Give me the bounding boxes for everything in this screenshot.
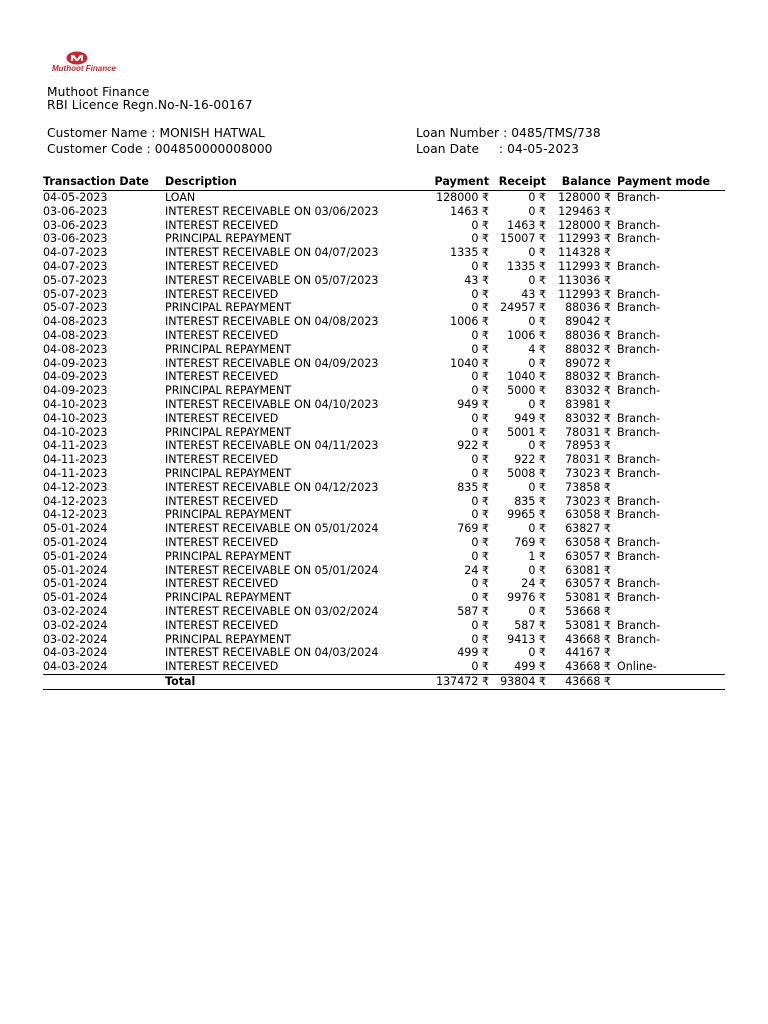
cell-payment: 835 ₹ xyxy=(457,480,489,494)
cell-payment-mode: Branch- xyxy=(617,549,661,563)
cell-payment: 24 ₹ xyxy=(464,563,489,577)
cell-balance: 63058 ₹ xyxy=(565,535,611,549)
cell-balance: 63827 ₹ xyxy=(565,522,611,536)
cell-description: INTEREST RECEIVED xyxy=(165,259,279,273)
cell-balance: 73858 ₹ xyxy=(565,480,611,494)
cell-description: INTEREST RECEIVABLE ON 05/01/2024 xyxy=(165,522,379,536)
cell-balance: 112993 ₹ xyxy=(558,287,611,301)
table-row xyxy=(43,495,725,509)
cell-balance: 73023 ₹ xyxy=(565,494,611,508)
cell-description: INTEREST RECEIVED xyxy=(165,660,405,674)
customer-code: Customer Code : 004850000008000 xyxy=(47,142,273,156)
cell-description: PRINCIPAL REPAYMENT xyxy=(165,232,292,246)
cell-date: 05-07-2023 xyxy=(43,273,108,287)
cell-payment: 0 ₹ xyxy=(471,259,489,273)
cell-balance: 89042 ₹ xyxy=(565,315,611,329)
cell-date: 04-07-2023 xyxy=(43,259,108,273)
cell-payment-mode: Branch- xyxy=(617,232,661,246)
header-payment: Payment xyxy=(405,175,489,191)
header-description: Description xyxy=(165,175,405,191)
cell-receipt: 5008 ₹ xyxy=(507,466,546,480)
cell-date: 03-06-2023 xyxy=(43,204,108,218)
cell-balance: 113036 ₹ xyxy=(558,273,611,287)
table-row xyxy=(43,508,725,522)
table-row xyxy=(43,453,725,467)
cell-description: INTEREST RECEIVED xyxy=(165,535,279,549)
cell-balance: 43668 ₹ xyxy=(565,632,611,646)
cell-receipt: 4 ₹ xyxy=(528,342,546,356)
cell-balance: 89072 ₹ xyxy=(565,356,611,370)
table-row xyxy=(43,329,725,343)
cell-date: 05-01-2024 xyxy=(43,591,108,605)
cell-receipt: 0 ₹ xyxy=(528,563,546,577)
cell-payment-mode: Branch- xyxy=(617,287,661,301)
loan-date: Loan Date : 04-05-2023 xyxy=(416,142,580,156)
cell-payment: 0 ₹ xyxy=(471,425,489,439)
table-total-row xyxy=(43,674,725,689)
cell-payment: 0 ₹ xyxy=(471,342,489,356)
cell-receipt: 835 ₹ xyxy=(514,494,546,508)
cell-receipt: 43 ₹ xyxy=(521,287,546,301)
cell-receipt: 1040 ₹ xyxy=(507,370,546,384)
header-balance: Balance xyxy=(546,175,611,191)
cell-payment: 0 ₹ xyxy=(471,453,489,467)
cell-balance: 114328 ₹ xyxy=(558,246,611,260)
cell-payment: 0 ₹ xyxy=(471,301,489,315)
cell-receipt: 0 ₹ xyxy=(528,522,546,536)
table-row xyxy=(43,274,725,288)
cell-description: LOAN xyxy=(165,191,196,204)
cell-receipt: 9965 ₹ xyxy=(507,508,546,522)
cell-description: PRINCIPAL REPAYMENT xyxy=(165,549,292,563)
cell-date: 03-06-2023 xyxy=(43,232,108,246)
cell-balance: 88036 ₹ xyxy=(565,328,611,342)
cell-description: INTEREST RECEIVED xyxy=(165,328,279,342)
cell-payment: 0 ₹ xyxy=(471,577,489,591)
logo-text: Muthoot Finance xyxy=(52,64,116,73)
cell-payment: 0 ₹ xyxy=(471,591,489,605)
cell-receipt: 949 ₹ xyxy=(514,411,546,425)
cell-payment: 128000 ₹ xyxy=(436,191,489,204)
cell-receipt: 5001 ₹ xyxy=(507,425,546,439)
cell-payment: 0 ₹ xyxy=(471,618,489,632)
cell-date: 04-03-2024 xyxy=(43,660,165,674)
cell-balance: 83032 ₹ xyxy=(565,384,611,398)
cell-receipt: 1335 ₹ xyxy=(507,259,546,273)
table-row xyxy=(43,357,725,371)
cell-payment-mode: Branch- xyxy=(617,425,661,439)
cell-date: 04-12-2023 xyxy=(43,494,108,508)
cell-date: 03-06-2023 xyxy=(43,218,108,232)
cell-description: INTEREST RECEIVED xyxy=(165,218,279,232)
cell-receipt: 0 ₹ xyxy=(528,356,546,370)
table-row xyxy=(43,398,725,412)
cell-balance: 128000 ₹ xyxy=(558,218,611,232)
table-row xyxy=(43,619,725,633)
cell-payment: 43 ₹ xyxy=(464,273,489,287)
cell-balance: 88036 ₹ xyxy=(565,301,611,315)
table-row xyxy=(43,246,725,260)
cell-payment-mode: Branch- xyxy=(617,218,661,232)
cell-balance: 112993 ₹ xyxy=(558,259,611,273)
cell-description: PRINCIPAL REPAYMENT xyxy=(165,466,292,480)
cell-balance: 63057 ₹ xyxy=(565,549,611,563)
cell-balance: 53081 ₹ xyxy=(565,618,611,632)
cell-payment-mode xyxy=(611,398,725,412)
cell-date: 04-12-2023 xyxy=(43,480,108,494)
cell-payment-mode: Branch- xyxy=(617,328,661,342)
customer-name: Customer Name : MONISH HATWAL xyxy=(47,126,265,140)
cell-balance: 73023 ₹ xyxy=(565,466,611,480)
header-payment-mode: Payment mode xyxy=(611,175,725,191)
cell-balance: 88032 ₹ xyxy=(565,342,611,356)
cell-date: 04-11-2023 xyxy=(43,453,108,467)
cell-date: 04-12-2023 xyxy=(43,508,108,522)
table-row xyxy=(43,550,725,564)
cell-payment: 0 ₹ xyxy=(471,328,489,342)
cell-date: 03-02-2024 xyxy=(43,604,108,618)
cell-payment: 0 ₹ xyxy=(471,384,489,398)
cell-description: INTEREST RECEIVABLE ON 04/07/2023 xyxy=(165,246,379,260)
cell-payment-mode xyxy=(611,439,725,453)
cell-description: PRINCIPAL REPAYMENT xyxy=(165,384,292,398)
cell-receipt: 0 ₹ xyxy=(528,273,546,287)
cell-description: INTEREST RECEIVABLE ON 04/09/2023 xyxy=(165,356,379,370)
cell-description: INTEREST RECEIVABLE ON 03/06/2023 xyxy=(165,204,379,218)
table-row xyxy=(43,564,725,578)
cell-payment: 0 ₹ xyxy=(471,494,489,508)
cell-payment: 922 ₹ xyxy=(457,439,489,453)
cell-payment: 1006 ₹ xyxy=(450,315,489,329)
cell-balance: 53081 ₹ xyxy=(565,591,611,605)
cell-date: 05-01-2024 xyxy=(43,549,108,563)
cell-date: 04-10-2023 xyxy=(43,397,108,411)
cell-payment: 0 ₹ xyxy=(471,508,489,522)
cell-payment-mode xyxy=(611,564,725,578)
cell-payment: 587 ₹ xyxy=(457,604,489,618)
cell-payment-mode: Branch- xyxy=(617,618,661,632)
cell-balance: 129463 ₹ xyxy=(558,204,611,218)
cell-payment-mode: Branch- xyxy=(617,494,661,508)
cell-payment: 0 ₹ xyxy=(471,535,489,549)
cell-payment-mode: Branch- xyxy=(617,508,661,522)
cell-receipt: 0 ₹ xyxy=(528,246,546,260)
cell-date: 05-01-2024 xyxy=(43,522,108,536)
cell-payment: 1040 ₹ xyxy=(450,356,489,370)
cell-date: 03-02-2024 xyxy=(43,618,108,632)
cell-receipt: 499 ₹ xyxy=(489,660,546,674)
table-row xyxy=(43,591,725,605)
cell-payment: 1335 ₹ xyxy=(450,246,489,260)
header-transaction-date: Transaction Date xyxy=(43,175,165,191)
cell-date: 05-07-2023 xyxy=(43,301,108,315)
cell-payment-mode xyxy=(611,481,725,495)
cell-payment-mode xyxy=(611,646,725,660)
table-row xyxy=(43,205,725,219)
table-row xyxy=(43,536,725,550)
cell-balance: 44167 ₹ xyxy=(565,646,611,660)
table-row xyxy=(43,412,725,426)
cell-description: PRINCIPAL REPAYMENT xyxy=(165,425,292,439)
total-payment: 137472 ₹ xyxy=(405,674,489,689)
cell-receipt: 15007 ₹ xyxy=(500,232,546,246)
cell-payment-mode: Online- xyxy=(611,660,725,674)
cell-payment-mode xyxy=(611,357,725,371)
cell-date: 04-03-2024 xyxy=(43,646,108,660)
cell-payment: 1463 ₹ xyxy=(450,204,489,218)
cell-payment-mode xyxy=(611,315,725,329)
cell-description: INTEREST RECEIVED xyxy=(165,494,279,508)
cell-receipt: 0 ₹ xyxy=(528,646,546,660)
cell-date: 03-02-2024 xyxy=(43,632,108,646)
cell-receipt: 1006 ₹ xyxy=(507,328,546,342)
cell-payment-mode: Branch- xyxy=(617,535,661,549)
cell-receipt: 0 ₹ xyxy=(528,204,546,218)
cell-description: PRINCIPAL REPAYMENT xyxy=(165,591,292,605)
total-balance: 43668 ₹ xyxy=(546,674,611,689)
table-row xyxy=(43,301,725,315)
cell-date: 05-07-2023 xyxy=(43,287,108,301)
cell-description: INTEREST RECEIVABLE ON 05/01/2024 xyxy=(165,563,379,577)
cell-payment-mode xyxy=(611,205,725,219)
table-row xyxy=(43,439,725,453)
cell-receipt: 1 ₹ xyxy=(528,549,546,563)
cell-date: 05-01-2024 xyxy=(43,535,108,549)
table-row xyxy=(43,288,725,302)
table-row xyxy=(43,315,725,329)
cell-date: 04-11-2023 xyxy=(43,466,108,480)
cell-description: INTEREST RECEIVABLE ON 05/07/2023 xyxy=(165,273,379,287)
cell-description: INTEREST RECEIVED xyxy=(165,618,279,632)
cell-payment-mode: Branch- xyxy=(617,342,661,356)
cell-description: INTEREST RECEIVABLE ON 03/02/2024 xyxy=(165,604,379,618)
company-logo xyxy=(52,51,122,73)
transaction-table xyxy=(43,175,725,690)
table-row xyxy=(43,605,725,619)
cell-payment-mode: Branch- xyxy=(617,591,661,605)
cell-payment-mode xyxy=(611,522,725,536)
table-row xyxy=(43,522,725,536)
cell-balance: 78953 ₹ xyxy=(565,439,611,453)
table-row xyxy=(43,481,725,495)
cell-payment: 0 ₹ xyxy=(471,232,489,246)
cell-payment-mode: Branch- xyxy=(617,370,661,384)
cell-payment: 0 ₹ xyxy=(471,287,489,301)
cell-balance: 83981 ₹ xyxy=(565,397,611,411)
cell-description: INTEREST RECEIVABLE ON 04/11/2023 xyxy=(165,439,379,453)
cell-balance: 43668 ₹ xyxy=(546,660,611,674)
table-row xyxy=(43,646,725,660)
cell-payment: 499 ₹ xyxy=(457,646,489,660)
total-label: Total xyxy=(165,674,405,689)
cell-date: 04-09-2023 xyxy=(43,370,108,384)
header-receipt: Receipt xyxy=(489,175,546,191)
table-row xyxy=(43,232,725,246)
table-row xyxy=(43,384,725,398)
cell-description: INTEREST RECEIVED xyxy=(165,453,279,467)
total-mode-empty xyxy=(611,674,725,689)
cell-date: 04-07-2023 xyxy=(43,246,108,260)
cell-description: INTEREST RECEIVABLE ON 04/03/2024 xyxy=(165,646,379,660)
cell-payment: 0 ₹ xyxy=(471,632,489,646)
cell-payment: 0 ₹ xyxy=(471,466,489,480)
cell-receipt: 5000 ₹ xyxy=(507,384,546,398)
cell-payment-mode xyxy=(611,605,725,619)
cell-receipt: 0 ₹ xyxy=(528,480,546,494)
cell-description: PRINCIPAL REPAYMENT xyxy=(165,508,292,522)
cell-description: INTEREST RECEIVED xyxy=(165,287,279,301)
cell-receipt: 1463 ₹ xyxy=(507,218,546,232)
cell-receipt: 0 ₹ xyxy=(528,439,546,453)
table-row xyxy=(43,633,725,647)
cell-receipt: 0 ₹ xyxy=(528,397,546,411)
cell-description: PRINCIPAL REPAYMENT xyxy=(165,342,292,356)
table-header-row xyxy=(43,175,725,191)
cell-receipt: 24 ₹ xyxy=(521,577,546,591)
cell-receipt: 922 ₹ xyxy=(514,453,546,467)
cell-date: 04-05-2023 xyxy=(43,191,108,204)
cell-description: INTEREST RECEIVED xyxy=(165,577,279,591)
table-row xyxy=(43,191,725,205)
cell-payment-mode: Branch- xyxy=(617,453,661,467)
cell-receipt: 9413 ₹ xyxy=(507,632,546,646)
cell-payment-mode: Branch- xyxy=(617,466,661,480)
cell-payment-mode: Branch- xyxy=(617,411,661,425)
table-row xyxy=(43,660,725,674)
total-empty-cell xyxy=(43,674,165,689)
cell-balance: 63058 ₹ xyxy=(565,508,611,522)
table-row xyxy=(43,426,725,440)
cell-payment-mode: Branch- xyxy=(617,259,661,273)
cell-receipt: 0 ₹ xyxy=(528,315,546,329)
company-name: Muthoot Finance xyxy=(47,85,150,99)
cell-receipt: 0 ₹ xyxy=(528,604,546,618)
table-row xyxy=(43,370,725,384)
cell-payment: 0 ₹ xyxy=(471,549,489,563)
cell-date: 04-08-2023 xyxy=(43,342,108,356)
cell-description: PRINCIPAL REPAYMENT xyxy=(165,301,292,315)
cell-payment-mode: Branch- xyxy=(617,191,661,204)
cell-payment-mode: Branch- xyxy=(617,577,661,591)
cell-balance: 53668 ₹ xyxy=(565,604,611,618)
table-body xyxy=(43,191,725,690)
cell-date: 04-09-2023 xyxy=(43,384,108,398)
cell-payment-mode xyxy=(611,246,725,260)
cell-payment: 0 ₹ xyxy=(471,370,489,384)
cell-balance: 78031 ₹ xyxy=(565,425,611,439)
cell-description: PRINCIPAL REPAYMENT xyxy=(165,632,292,646)
cell-balance: 83032 ₹ xyxy=(565,411,611,425)
cell-receipt: 0 ₹ xyxy=(528,191,546,204)
rbi-licence: RBI Licence Regn.No-N-16-00167 xyxy=(47,98,253,112)
cell-date: 04-11-2023 xyxy=(43,439,108,453)
cell-date: 04-09-2023 xyxy=(43,356,108,370)
cell-date: 05-01-2024 xyxy=(43,577,108,591)
cell-receipt: 24957 ₹ xyxy=(500,301,546,315)
cell-balance: 128000 ₹ xyxy=(558,191,611,204)
cell-payment-mode: Branch- xyxy=(617,632,661,646)
cell-balance: 63057 ₹ xyxy=(565,577,611,591)
cell-description: INTEREST RECEIVED xyxy=(165,370,279,384)
cell-balance: 88032 ₹ xyxy=(565,370,611,384)
cell-balance: 78031 ₹ xyxy=(565,453,611,467)
cell-date: 04-10-2023 xyxy=(43,411,108,425)
loan-number: Loan Number : 0485/TMS/738 xyxy=(416,126,601,140)
cell-receipt: 587 ₹ xyxy=(514,618,546,632)
cell-payment: 0 ₹ xyxy=(471,218,489,232)
muthoot-logo-icon xyxy=(66,51,88,65)
cell-description: INTEREST RECEIVED xyxy=(165,411,279,425)
total-receipt: 93804 ₹ xyxy=(489,674,546,689)
cell-date: 04-10-2023 xyxy=(43,425,108,439)
cell-receipt: 9976 ₹ xyxy=(507,591,546,605)
table-row xyxy=(43,219,725,233)
cell-description: INTEREST RECEIVABLE ON 04/08/2023 xyxy=(165,315,379,329)
cell-balance: 63081 ₹ xyxy=(565,563,611,577)
table-row xyxy=(43,577,725,591)
cell-payment: 0 ₹ xyxy=(471,411,489,425)
cell-balance: 112993 ₹ xyxy=(558,232,611,246)
cell-payment: 949 ₹ xyxy=(457,397,489,411)
cell-date: 05-01-2024 xyxy=(43,563,108,577)
cell-payment: 0 ₹ xyxy=(405,660,489,674)
table-row xyxy=(43,260,725,274)
cell-description: INTEREST RECEIVABLE ON 04/12/2023 xyxy=(165,480,379,494)
table-row xyxy=(43,467,725,481)
cell-payment-mode: Branch- xyxy=(617,384,661,398)
table-row xyxy=(43,343,725,357)
cell-payment: 769 ₹ xyxy=(457,522,489,536)
cell-payment-mode xyxy=(611,274,725,288)
cell-description: INTEREST RECEIVABLE ON 04/10/2023 xyxy=(165,397,379,411)
cell-receipt: 769 ₹ xyxy=(514,535,546,549)
cell-date: 04-08-2023 xyxy=(43,328,108,342)
cell-payment-mode: Branch- xyxy=(617,301,661,315)
cell-date: 04-08-2023 xyxy=(43,315,108,329)
